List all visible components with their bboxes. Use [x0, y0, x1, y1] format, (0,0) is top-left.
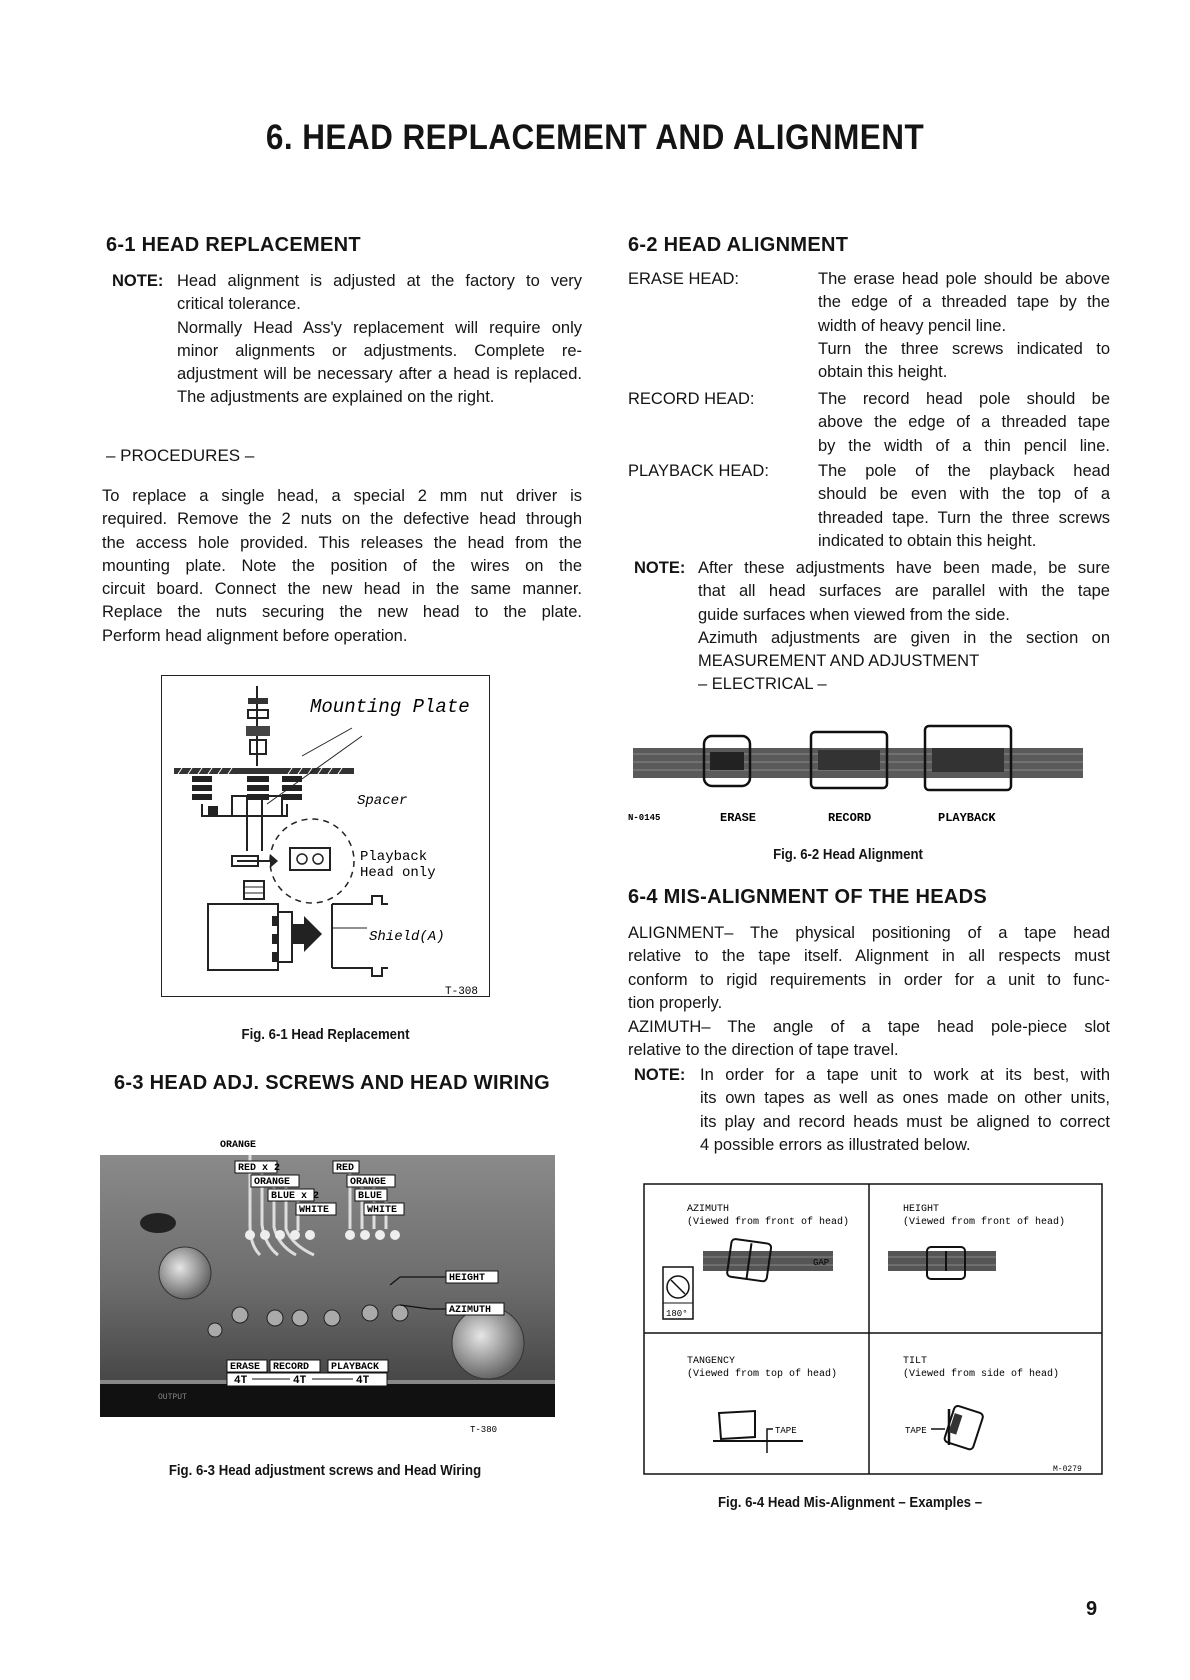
heading-6-1: 6-1 HEAD REPLACEMENT: [106, 234, 361, 256]
tilt-sub: (Viewed from side of head): [903, 1369, 1060, 1380]
note-text-6-4: In order for a tape unit to work at its best, with its own tapes as well as ones made on other units, its play and record heads must be aligned to correct 4 possible errors as illustrated below.: [700, 1066, 1110, 1154]
playback-label: Playback: [360, 849, 428, 865]
label-height: HEIGHT: [449, 1273, 486, 1284]
label-record: RECORD: [273, 1362, 310, 1373]
erase-head-label: ERASE HEAD:: [628, 270, 739, 288]
head-alignment-diagram: [628, 718, 1088, 828]
playback-head-text: The pole of the playback head should be even with the top of a threaded tape. Turn the three screws indicated to obtain this height.: [818, 462, 1110, 550]
height-title: HEIGHT: [903, 1204, 940, 1215]
head-only-label: Head only: [360, 865, 436, 881]
fig63-code: T-380: [470, 1425, 498, 1435]
label-orange-left: ORANGE: [254, 1177, 291, 1188]
head-wiring-photo: [100, 1135, 560, 1445]
deg-label: 180°: [666, 1309, 688, 1319]
label-4t-3: 4T: [356, 1375, 370, 1387]
tilt-tape-label: TAPE: [905, 1426, 927, 1436]
note-label-6-1: NOTE:: [112, 272, 164, 290]
label-4t-2: 4T: [293, 1375, 307, 1387]
heading-6-3: 6-3 HEAD ADJ. SCREWS AND HEAD WIRING: [114, 1072, 551, 1094]
label-blue: BLUE: [358, 1191, 383, 1202]
mounting-plate-label: Mounting Plate: [310, 696, 470, 718]
tilt-title: TILT: [903, 1356, 928, 1367]
label-orange-top: ORANGE: [220, 1140, 257, 1151]
page-number: 9: [1086, 1598, 1098, 1620]
label-white-right: WHITE: [367, 1205, 398, 1216]
label-red: RED: [336, 1163, 355, 1174]
caption-6-4: Fig. 6-4 Head Mis-Alignment – Examples –: [717, 1494, 983, 1511]
tangency-tape-label: TAPE: [775, 1426, 797, 1436]
caption-6-3: Fig. 6-3 Head adjustment screws and Head Wiring: [168, 1462, 482, 1479]
heading-6-2: 6-2 HEAD ALIGNMENT: [628, 234, 849, 256]
procedures-text: To replace a single head, a special 2 mm nut driver is required. Remove the 2 nuts on the defective head through the access hole provided. This releases the head from the mounting plate. Note the position of the wires on the circuit board. Connect the new head in the same manner. Replace the nuts securing the new head to the plate. Perform head alignment before operation.: [102, 487, 582, 645]
shield-label: Shield(A): [369, 929, 445, 945]
figure-6-2: [628, 718, 1088, 828]
procedures-heading: – PROCEDURES –: [106, 446, 255, 465]
fig62-code: N-0145: [628, 813, 661, 823]
note-text-6-1: Head alignment is adjusted at the factory to very critical tolerance. Normally Head Ass'y replacement will require only minor alignments or adjustments. Complete re- adjustment will be necessary after a head is replaced. The adjustments are explained on the right.: [177, 272, 582, 407]
head-replacement-diagram: [162, 676, 489, 996]
label-red-x2: RED x 2: [238, 1163, 281, 1174]
note-label-6-4: NOTE:: [634, 1066, 686, 1084]
azimuth-sub: (Viewed from front of head): [687, 1217, 850, 1228]
figure-6-3: [100, 1135, 560, 1445]
label-playback: PLAYBACK: [331, 1362, 380, 1373]
record-head-text: The record head pole should be above the edge of a threaded tape by the width of a thin pencil line.: [818, 390, 1110, 455]
page-title: 6. HEAD REPLACEMENT AND ALIGNMENT: [265, 118, 925, 157]
label-erase: ERASE: [230, 1362, 261, 1373]
label-output: OUTPUT: [158, 1393, 187, 1402]
azimuth-title: AZIMUTH: [687, 1204, 730, 1215]
figure-6-4: [643, 1183, 1103, 1475]
caption-6-2: Fig. 6-2 Head Alignment: [773, 846, 923, 863]
tangency-sub: (Viewed from top of head): [687, 1369, 838, 1380]
heading-6-4: 6-4 MIS-ALIGNMENT OF THE HEADS: [628, 886, 988, 908]
tangency-title: TANGENCY: [687, 1356, 736, 1367]
height-sub: (Viewed from front of head): [903, 1217, 1066, 1228]
label-azimuth: AZIMUTH: [449, 1305, 492, 1316]
figure-6-1: [161, 675, 490, 997]
spacer-label: Spacer: [357, 793, 408, 809]
fig64-code: M-0279: [1053, 1465, 1082, 1474]
misalignment-examples-diagram: [643, 1183, 1103, 1475]
gap-label: GAP: [813, 1258, 830, 1268]
erase-head-text: The erase head pole should be above the edge of a threaded tape by the width of heavy pencil line. Turn the three screws indicated to obtain this height.: [818, 270, 1110, 382]
fig62-playback: PLAYBACK: [938, 811, 996, 825]
note-label-6-2: NOTE:: [634, 559, 686, 577]
label-white-left: WHITE: [299, 1205, 330, 1216]
record-head-label: RECORD HEAD:: [628, 390, 755, 408]
fig62-erase: ERASE: [720, 811, 757, 825]
playback-head-label: PLAYBACK HEAD:: [628, 462, 769, 480]
label-orange-right: ORANGE: [350, 1177, 387, 1188]
alignment-definition: ALIGNMENT– The physical positioning of a tape head relative to the tape itself. Alignment in all respects must conform to rigid requirements in order for a unit to func- tion properly.: [628, 924, 1110, 1012]
label-blue-x2: BLUE x 2: [271, 1191, 320, 1202]
caption-6-1: Fig. 6-1 Head Replacement: [241, 1026, 410, 1043]
azimuth-definition: AZIMUTH– The angle of a tape head pole-piece slot relative to the direction of tape travel.: [628, 1018, 1110, 1060]
note-text-6-2: After these adjustments have been made, be sure that all head surfaces are parallel with the tape guide surfaces when viewed from the side. Azimuth adjustments are given in the section on MEASUREMENT AND ADJUSTMENT – ELECTRICAL –: [698, 559, 1110, 694]
fig62-record: RECORD: [828, 811, 872, 825]
label-4t-1: 4T: [234, 1375, 248, 1387]
fig61-code: T-308: [445, 986, 479, 996]
